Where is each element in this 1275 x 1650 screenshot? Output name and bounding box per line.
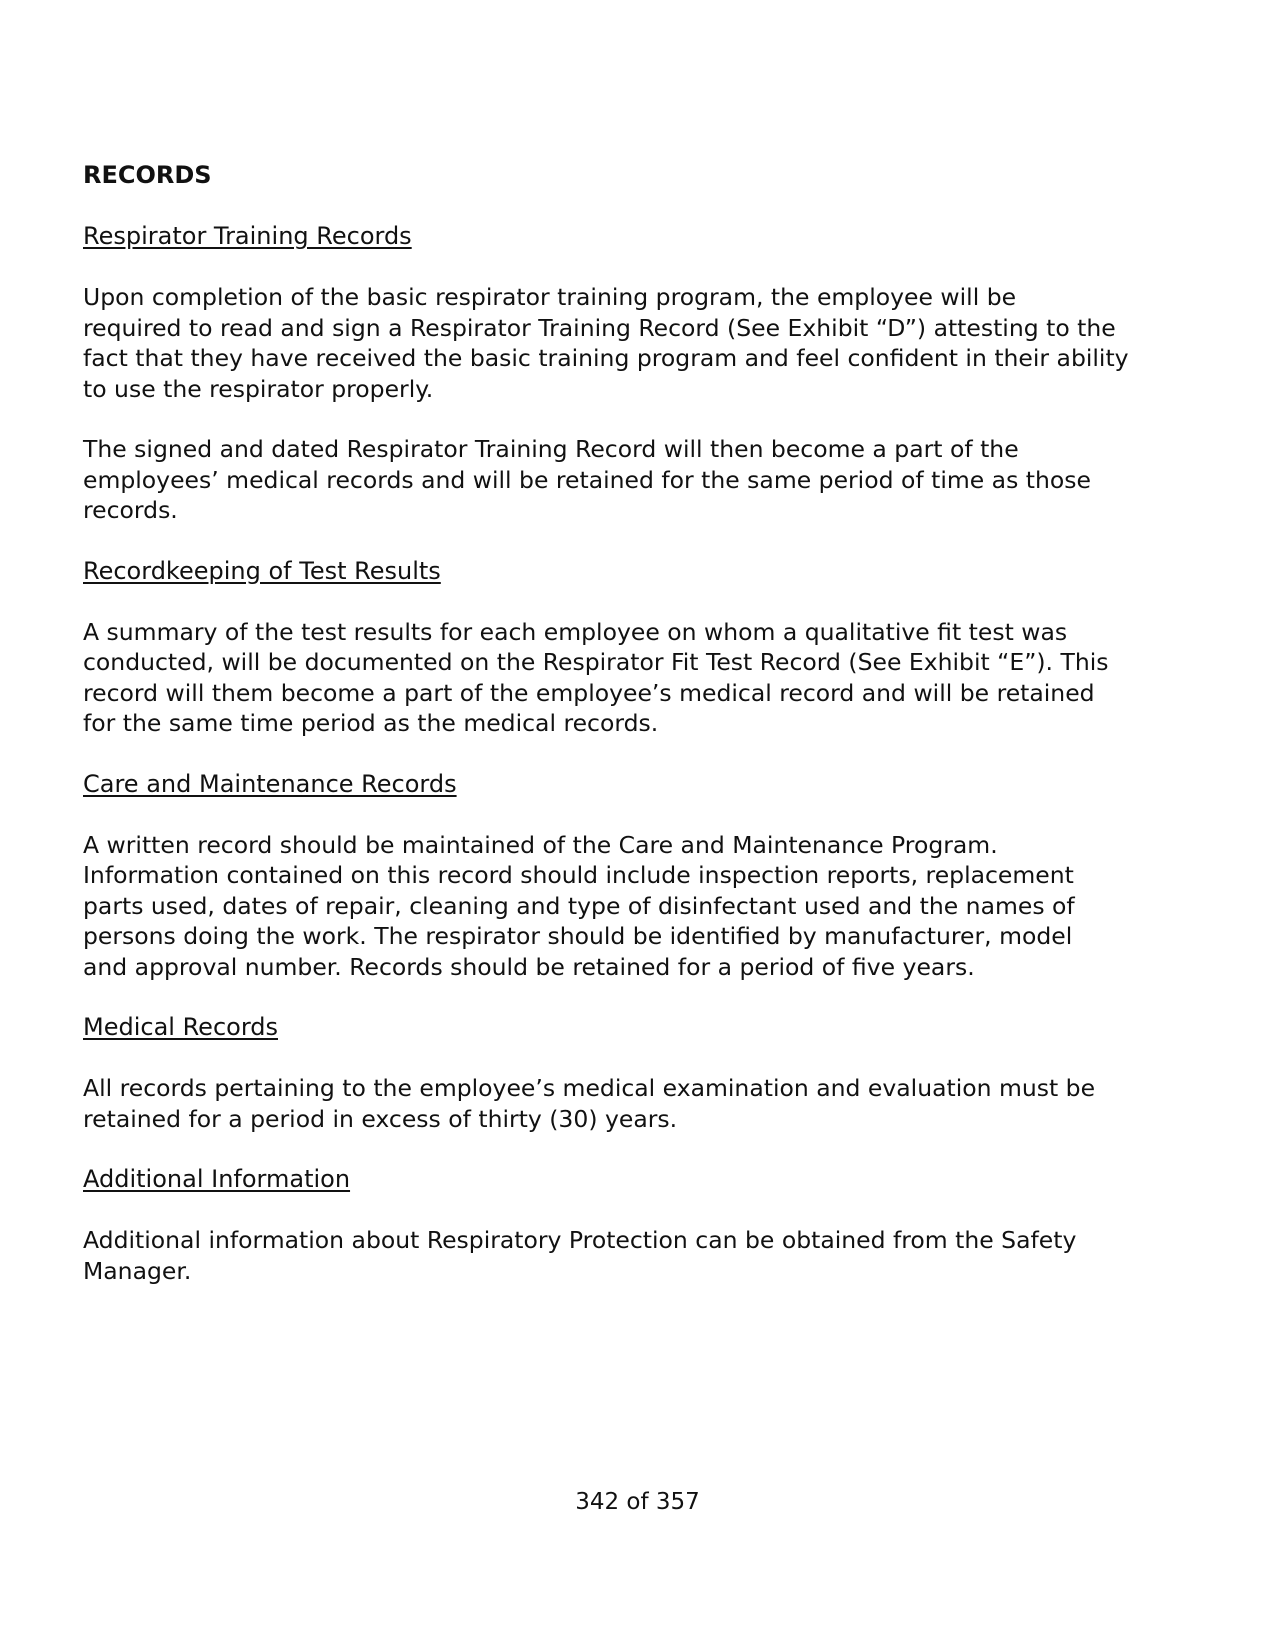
text-line: The signed and dated Respirator Training Record will then become a part of the [83, 435, 1019, 463]
section-care-and-maintenance-records [83, 769, 1208, 983]
section-medical-records [83, 1012, 1208, 1134]
text-line: required to read and sign a Respirator Training Record (See Exhibit “D”) attesting to the [83, 313, 1116, 342]
text-line: Manager. [83, 1256, 192, 1285]
text-line: A written record should be maintained of the Care and Maintenance Program. [83, 830, 998, 859]
section-additional-information [83, 1164, 1208, 1286]
text-line: record will them become a part of the employee’s medical record and will be retained [83, 678, 1095, 707]
page-number: 342 of 357 [575, 1489, 700, 1515]
text-line: for the same time period as the medical records. [83, 709, 659, 737]
section-heading: Medical Records [83, 1013, 278, 1041]
paragraph [83, 1073, 1208, 1134]
text-line: retained for a period in excess of thirty (30) years. [83, 1104, 678, 1133]
paragraph [83, 617, 1208, 739]
section-heading: Additional Information [83, 1165, 351, 1193]
text-line: All records pertaining to the employee’s medical examination and evaluation must be [83, 1074, 1096, 1102]
section-heading: Care and Maintenance Records [83, 769, 457, 798]
document-title: RECORDS [83, 161, 212, 189]
section-recordkeeping-of-test-results [83, 556, 1208, 739]
section-heading: Respirator Training Records [83, 222, 412, 250]
paragraph [83, 1225, 1208, 1286]
text-line: Upon completion of the basic respirator training program, the employee will be [83, 283, 1017, 311]
text-line: persons doing the work. The respirator should be identified by manufacturer, model [83, 922, 1073, 950]
text-line: records. [83, 496, 178, 524]
text-line: and approval number. Records should be retained for a period of five years. [83, 952, 975, 981]
text-line: Information contained on this record should include inspection reports, replacement [83, 861, 1074, 889]
paragraph [83, 282, 1208, 404]
text-line: A summary of the test results for each employee on whom a qualitative fit test was [83, 617, 1068, 646]
section-heading: Recordkeeping of Test Results [83, 556, 441, 585]
text-line: parts used, dates of repair, cleaning and type of disinfectant used and the names of [83, 891, 1075, 920]
text-line: to use the respirator properly. [83, 374, 434, 403]
text-line: employees’ medical records and will be retained for the same period of time as those [83, 465, 1091, 494]
paragraph [83, 830, 1208, 983]
section-respirator-training-records [83, 221, 1208, 526]
paragraph [83, 434, 1208, 526]
text-line: conducted, will be documented on the Respirator Fit Test Record (See Exhibit “E”). This [83, 648, 1109, 676]
text-line: Additional information about Respiratory Protection can be obtained from the Safety [83, 1226, 1077, 1254]
text-line: fact that they have received the basic training program and feel confident in their ability [83, 344, 1129, 372]
document-body [83, 160, 1208, 1316]
